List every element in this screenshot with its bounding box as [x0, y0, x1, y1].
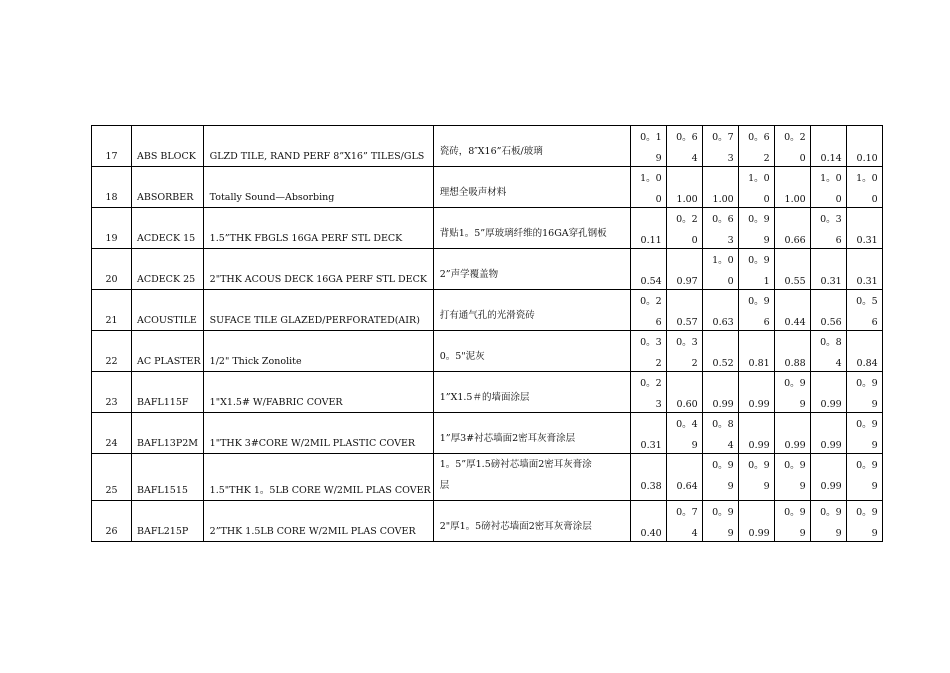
material-code: ACOUSTILE — [132, 290, 204, 331]
value-lower: 2 — [763, 153, 770, 164]
table-row — [92, 126, 883, 167]
value-lower: 0 — [835, 194, 842, 205]
row-number: 25 — [92, 454, 132, 501]
chinese-description — [433, 372, 630, 413]
value-lower: 0.99 — [820, 481, 842, 492]
value-lower: 0 — [763, 194, 770, 205]
absorption-value-cell — [846, 331, 882, 372]
absorption-value-cell — [810, 501, 846, 542]
value-upper: 0。2 — [640, 296, 662, 307]
absorption-value-cell — [630, 167, 666, 208]
absorption-value-cell — [630, 249, 666, 290]
material-code: ABSORBER — [132, 167, 204, 208]
absorption-value-cell — [810, 413, 846, 454]
value-lower: 0.99 — [748, 440, 770, 451]
value-upper: 1。0 — [820, 173, 842, 184]
absorption-value-cell — [666, 331, 702, 372]
value-lower: 0.31 — [856, 276, 878, 287]
value-upper: 0。6 — [748, 132, 770, 143]
value-lower: 9 — [799, 399, 806, 410]
value-upper: 1。0 — [748, 173, 770, 184]
value-upper: 0。2 — [640, 378, 662, 389]
absorption-value-cell — [630, 208, 666, 249]
value-upper — [669, 249, 698, 275]
value-lower: 0.66 — [784, 235, 806, 246]
absorption-value-cell — [810, 126, 846, 167]
value-lower: 0.99 — [820, 399, 842, 410]
value-lower: 3 — [727, 235, 734, 246]
value-upper: 0。8 — [712, 419, 734, 430]
chinese-description-line: 理想全吸声材料 — [439, 187, 507, 198]
absorption-value-cell — [846, 290, 882, 331]
absorption-value-cell — [702, 290, 738, 331]
absorption-value-cell — [774, 249, 810, 290]
absorption-value-cell — [702, 208, 738, 249]
table-body — [92, 126, 883, 542]
value-lower: 0.56 — [820, 317, 842, 328]
value-lower: 9 — [655, 153, 662, 164]
value-upper — [813, 454, 842, 480]
absorption-value-cell — [810, 331, 846, 372]
value-upper: 1。0 — [856, 173, 878, 184]
value-lower: 9 — [727, 481, 734, 492]
material-code: ACDECK 15 — [132, 208, 204, 249]
value-upper: 0。3 — [640, 337, 662, 348]
absorption-value-cell — [702, 249, 738, 290]
chinese-description-line: 打有通气孔的光滑瓷砖 — [439, 310, 535, 321]
value-lower: 1 — [763, 276, 770, 287]
value-lower: 9 — [763, 235, 770, 246]
value-upper: 0。9 — [856, 460, 878, 471]
table-row — [92, 413, 883, 454]
absorption-value-cell — [666, 167, 702, 208]
absorption-value-cell — [738, 413, 774, 454]
value-lower: 3 — [727, 153, 734, 164]
material-code: ACDECK 25 — [132, 249, 204, 290]
value-lower: 0.31 — [640, 440, 662, 451]
value-lower: 0.11 — [640, 235, 662, 246]
value-upper — [849, 331, 878, 357]
value-lower: 6 — [835, 235, 842, 246]
absorption-value-cell — [810, 454, 846, 501]
value-upper: 0。9 — [856, 419, 878, 430]
value-upper: 1。0 — [640, 173, 662, 184]
value-upper — [813, 249, 842, 275]
value-lower: 6 — [655, 317, 662, 328]
absorption-value-cell — [630, 454, 666, 501]
absorption-value-cell — [774, 454, 810, 501]
material-description: 1/2" Thick Zonolite — [203, 331, 433, 372]
value-lower: 0.99 — [712, 399, 734, 410]
value-upper — [813, 372, 842, 398]
chinese-description — [433, 167, 630, 208]
chinese-description-line: 1。5”厚1.5磅衬芯墙面2密耳灰膏涂 — [439, 459, 592, 470]
absorption-value-cell — [702, 126, 738, 167]
absorption-value-cell — [738, 208, 774, 249]
absorption-value-cell — [738, 249, 774, 290]
row-number: 23 — [92, 372, 132, 413]
value-upper — [813, 290, 842, 316]
value-upper: 0。6 — [676, 132, 698, 143]
value-lower: 0.97 — [676, 276, 698, 287]
table-row — [92, 290, 883, 331]
value-upper — [777, 167, 806, 193]
absorption-value-cell — [630, 126, 666, 167]
chinese-description-line: 瓷砖，8″X16”石板/玻璃 — [439, 146, 543, 157]
absorption-value-cell — [810, 290, 846, 331]
absorption-value-cell — [630, 372, 666, 413]
absorption-value-cell — [666, 290, 702, 331]
value-lower: 0.10 — [856, 153, 878, 164]
chinese-description — [433, 454, 630, 501]
value-lower: 0 — [871, 194, 878, 205]
absorption-value-cell — [738, 501, 774, 542]
value-lower: 9 — [871, 399, 878, 410]
value-lower: 0 — [799, 153, 806, 164]
chinese-description — [433, 290, 630, 331]
value-upper — [849, 249, 878, 275]
value-upper: 0。4 — [676, 419, 698, 430]
value-lower: 0.63 — [712, 317, 734, 328]
row-number: 20 — [92, 249, 132, 290]
absorption-value-cell — [846, 167, 882, 208]
absorption-value-cell — [702, 372, 738, 413]
value-lower: 9 — [799, 528, 806, 539]
value-lower: 6 — [763, 317, 770, 328]
row-number: 19 — [92, 208, 132, 249]
table-row — [92, 331, 883, 372]
value-upper — [705, 167, 734, 193]
absorption-value-cell — [702, 501, 738, 542]
absorption-value-cell — [810, 372, 846, 413]
absorption-value-cell — [666, 126, 702, 167]
absorption-value-cell — [774, 501, 810, 542]
material-code: ABS BLOCK — [132, 126, 204, 167]
value-lower: 0.99 — [820, 440, 842, 451]
value-upper: 0。9 — [856, 378, 878, 389]
material-description: GLZD TILE, RAND PERF 8”X16” TILES/GLS — [203, 126, 433, 167]
value-lower: 2 — [655, 358, 662, 369]
absorption-value-cell — [846, 126, 882, 167]
absorption-value-cell — [702, 331, 738, 372]
value-upper — [777, 290, 806, 316]
material-code: BAFL115F — [132, 372, 204, 413]
absorption-value-cell — [702, 454, 738, 501]
value-upper: 0。1 — [640, 132, 662, 143]
value-upper — [777, 208, 806, 234]
chinese-description — [433, 331, 630, 372]
value-lower: 9 — [871, 481, 878, 492]
value-lower: 9 — [691, 440, 698, 451]
absorption-value-cell — [666, 249, 702, 290]
value-upper — [633, 501, 662, 527]
chinese-description-line: 背贴1。5”厚玻璃纤维的16GA穿孔钢板 — [439, 228, 607, 239]
material-code: BAFL215P — [132, 501, 204, 542]
chinese-description-line: 层 — [439, 480, 450, 491]
value-upper — [669, 454, 698, 480]
absorption-value-cell — [774, 290, 810, 331]
value-upper — [741, 372, 770, 398]
table-row — [92, 454, 883, 501]
value-upper — [741, 331, 770, 357]
value-upper — [669, 372, 698, 398]
value-lower: 1.00 — [784, 194, 806, 205]
absorption-value-cell — [702, 167, 738, 208]
value-upper — [633, 413, 662, 439]
absorption-value-cell — [774, 167, 810, 208]
table-row — [92, 208, 883, 249]
value-lower: 0.31 — [856, 235, 878, 246]
absorption-value-cell — [630, 290, 666, 331]
material-code: AC PLASTER — [132, 331, 204, 372]
chinese-description-line: 1”X1.5＃的墙面涂层 — [439, 392, 530, 403]
absorption-table — [91, 125, 883, 542]
absorption-value-cell — [846, 208, 882, 249]
absorption-value-cell — [702, 413, 738, 454]
value-upper: 0。3 — [676, 337, 698, 348]
value-upper: 0。9 — [856, 507, 878, 518]
value-upper — [849, 126, 878, 152]
absorption-value-cell — [738, 167, 774, 208]
value-upper: 0。8 — [820, 337, 842, 348]
absorption-value-cell — [846, 454, 882, 501]
absorption-value-cell — [774, 413, 810, 454]
row-number: 26 — [92, 501, 132, 542]
value-lower: 0 — [727, 276, 734, 287]
absorption-value-cell — [666, 501, 702, 542]
chinese-description — [433, 208, 630, 249]
value-lower: 0.54 — [640, 276, 662, 287]
absorption-value-cell — [810, 249, 846, 290]
value-lower: 9 — [799, 481, 806, 492]
absorption-value-cell — [846, 413, 882, 454]
value-lower: 0.40 — [640, 528, 662, 539]
value-lower: 9 — [871, 440, 878, 451]
value-lower: 0.55 — [784, 276, 806, 287]
value-lower: 4 — [835, 358, 842, 369]
material-description: 2”THK 1.5LB CORE W/2MIL PLAS COVER — [203, 501, 433, 542]
value-upper: 0。9 — [748, 214, 770, 225]
chinese-description-line: 2"厚1。5磅衬芯墙面2密耳灰膏涂层 — [439, 521, 592, 532]
value-upper: 0。7 — [676, 507, 698, 518]
value-lower: 9 — [871, 528, 878, 539]
value-lower: 6 — [871, 317, 878, 328]
value-upper: 0。2 — [676, 214, 698, 225]
value-lower: 0.31 — [820, 276, 842, 287]
value-upper — [705, 290, 734, 316]
value-upper: 0。9 — [748, 296, 770, 307]
absorption-value-cell — [630, 501, 666, 542]
chinese-description — [433, 249, 630, 290]
value-lower: 0.52 — [712, 358, 734, 369]
value-lower: 2 — [691, 358, 698, 369]
value-lower: 0.99 — [748, 528, 770, 539]
material-description: 1.5”THK FBGLS 16GA PERF STL DECK — [203, 208, 433, 249]
material-description: 1"THK 3#CORE W/2MIL PLASTIC COVER — [203, 413, 433, 454]
value-upper: 0。2 — [784, 132, 806, 143]
absorption-value-cell — [666, 413, 702, 454]
chinese-description-line: 2”声学覆盖物 — [439, 269, 499, 280]
material-description: 2"THK ACOUS DECK 16GA PERF STL DECK — [203, 249, 433, 290]
value-upper: 1。0 — [712, 255, 734, 266]
row-number: 17 — [92, 126, 132, 167]
value-upper: 0。3 — [820, 214, 842, 225]
row-number: 22 — [92, 331, 132, 372]
absorption-value-cell — [774, 126, 810, 167]
absorption-value-cell — [774, 331, 810, 372]
absorption-value-cell — [666, 208, 702, 249]
chinese-description-line: 1”厚3#衬芯墙面2密耳灰膏涂层 — [439, 433, 576, 444]
absorption-value-cell — [630, 331, 666, 372]
value-lower: 0.14 — [820, 153, 842, 164]
table-row — [92, 501, 883, 542]
absorption-value-cell — [666, 454, 702, 501]
absorption-value-cell — [810, 167, 846, 208]
absorption-value-cell — [738, 290, 774, 331]
value-upper — [705, 372, 734, 398]
value-upper: 0。9 — [784, 460, 806, 471]
absorption-value-cell — [738, 454, 774, 501]
material-code: BAFL1515 — [132, 454, 204, 501]
value-upper: 0。9 — [748, 460, 770, 471]
value-upper — [777, 331, 806, 357]
value-upper: 0。6 — [712, 214, 734, 225]
value-upper — [849, 208, 878, 234]
value-upper — [777, 249, 806, 275]
value-lower: 4 — [727, 440, 734, 451]
value-lower: 0.57 — [676, 317, 698, 328]
material-description: 1"X1.5# W/FABRIC COVER — [203, 372, 433, 413]
row-number: 18 — [92, 167, 132, 208]
absorption-value-cell — [846, 372, 882, 413]
absorption-value-cell — [738, 331, 774, 372]
value-upper: 0。7 — [712, 132, 734, 143]
row-number: 21 — [92, 290, 132, 331]
value-lower: 1.00 — [676, 194, 698, 205]
value-lower: 0.38 — [640, 481, 662, 492]
value-upper: 0。9 — [712, 507, 734, 518]
value-lower: 0.99 — [748, 399, 770, 410]
value-lower: 1.00 — [712, 194, 734, 205]
value-lower: 0 — [655, 194, 662, 205]
absorption-value-cell — [738, 126, 774, 167]
value-lower: 0 — [691, 235, 698, 246]
value-upper — [777, 413, 806, 439]
table-row — [92, 372, 883, 413]
row-number: 24 — [92, 413, 132, 454]
value-upper: 0。9 — [784, 378, 806, 389]
chinese-description — [433, 501, 630, 542]
material-code: BAFL13P2M — [132, 413, 204, 454]
value-lower: 0.88 — [784, 358, 806, 369]
value-upper: 0。9 — [748, 255, 770, 266]
value-lower: 3 — [655, 399, 662, 410]
value-lower: 0.99 — [784, 440, 806, 451]
absorption-value-cell — [774, 372, 810, 413]
value-upper — [741, 413, 770, 439]
value-upper — [813, 413, 842, 439]
absorption-value-cell — [810, 208, 846, 249]
value-upper — [633, 208, 662, 234]
chinese-description — [433, 413, 630, 454]
absorption-value-cell — [738, 372, 774, 413]
value-lower: 4 — [691, 528, 698, 539]
value-upper — [813, 126, 842, 152]
value-upper — [633, 249, 662, 275]
value-lower: 4 — [691, 153, 698, 164]
value-upper — [669, 167, 698, 193]
material-description: SUFACE TILE GLAZED/PERFORATED(AIR) — [203, 290, 433, 331]
absorption-value-cell — [846, 501, 882, 542]
table-row — [92, 249, 883, 290]
value-lower: 9 — [727, 528, 734, 539]
value-lower: 0.44 — [784, 317, 806, 328]
value-lower: 0.81 — [748, 358, 770, 369]
value-lower: 0.60 — [676, 399, 698, 410]
value-upper: 0。9 — [712, 460, 734, 471]
value-upper — [633, 454, 662, 480]
absorption-value-cell — [774, 208, 810, 249]
value-upper: 0。9 — [820, 507, 842, 518]
chinese-description-line: 0。5"泥灰 — [439, 351, 485, 362]
value-lower: 9 — [835, 528, 842, 539]
value-upper — [669, 290, 698, 316]
value-upper — [741, 501, 770, 527]
value-lower: 9 — [763, 481, 770, 492]
absorption-value-cell — [666, 372, 702, 413]
value-lower: 0.84 — [856, 358, 878, 369]
material-description: 1.5"THK 1。5LB CORE W/2MIL PLAS COVER — [203, 454, 433, 501]
value-lower: 0.64 — [676, 481, 698, 492]
value-upper: 0。9 — [784, 507, 806, 518]
chinese-description — [433, 126, 630, 167]
absorption-value-cell — [630, 413, 666, 454]
table-row — [92, 167, 883, 208]
value-upper — [705, 331, 734, 357]
value-upper: 0。5 — [856, 296, 878, 307]
material-description: Totally Sound—Absorbing — [203, 167, 433, 208]
absorption-value-cell — [846, 249, 882, 290]
